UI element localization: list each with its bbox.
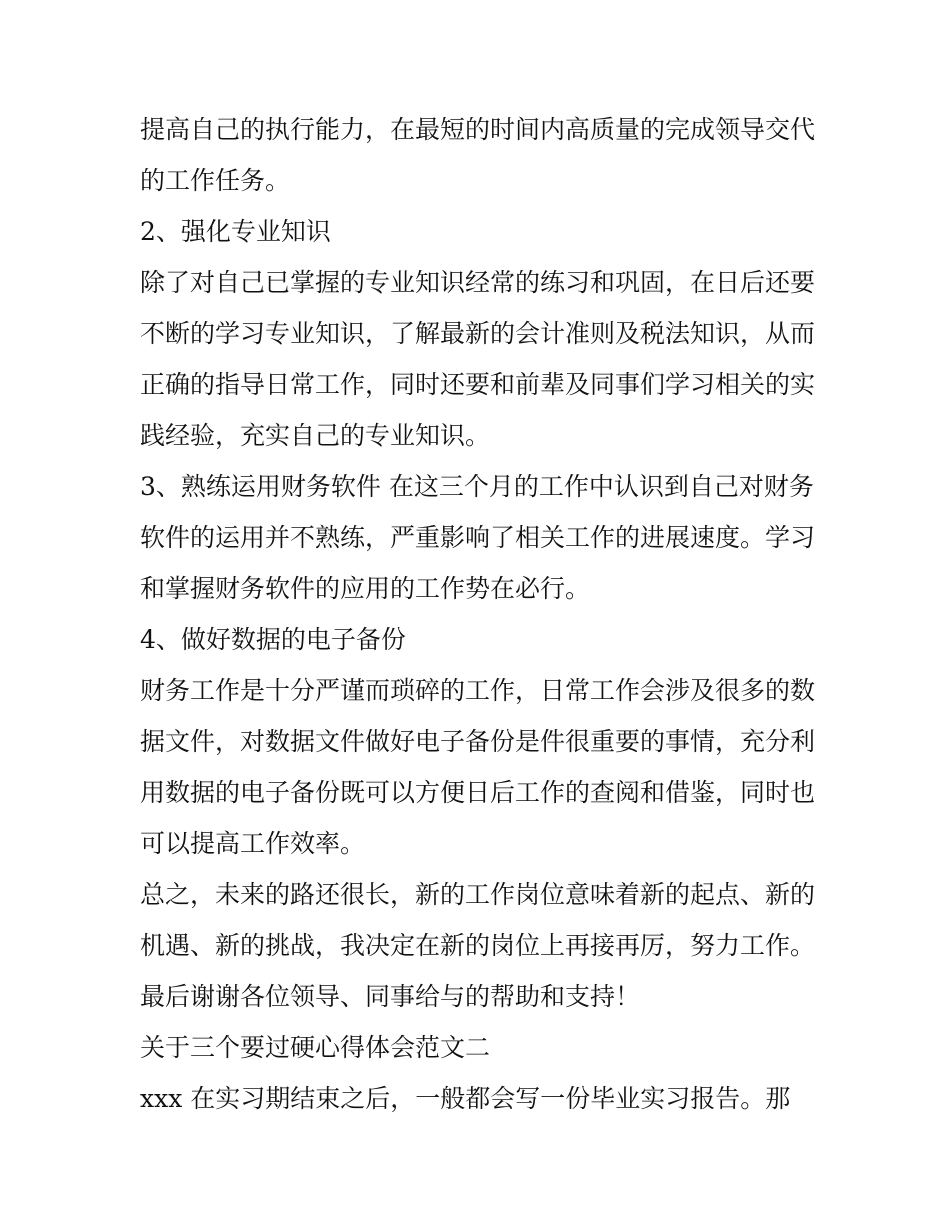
- text-line: 用数据的电子备份既可以方便日后工作的查阅和借鉴，同时也: [140, 778, 816, 807]
- text-line: 和掌握财务软件的应用的工作势在必行。: [140, 574, 591, 603]
- text-line: 可以提高工作效率。: [140, 829, 366, 858]
- text-line: 践经验，充实自己的专业知识。: [140, 421, 491, 450]
- text-line: 据文件，对数据文件做好电子备份是件很重要的事情，充分利: [140, 727, 816, 756]
- text-line: 财务工作是十分严谨而琐碎的工作，日常工作会涉及很多的数: [140, 676, 816, 705]
- text-line: 机遇、新的挑战，我决定在新的岗位上再接再厉，努力工作。: [140, 931, 816, 960]
- text-line: 正确的指导日常工作，同时还要和前辈及同事们学习相关的实: [140, 370, 816, 399]
- text-line: 除了对自己已掌握的专业知识经常的练习和巩固，在日后还要: [140, 268, 816, 297]
- section-heading: 2、强化专业知识: [140, 217, 331, 246]
- document-body: [140, 104, 820, 1124]
- text-line: 不断的学习专业知识，了解最新的会计准则及税法知识，从而: [140, 319, 816, 348]
- text-line: 软件的运用并不熟练，严重影响了相关工作的进展速度。学习: [140, 523, 816, 552]
- text-line: xxx 在实习期结束之后，一般都会写一份毕业实习报告。那: [140, 1084, 791, 1113]
- text-line: 的工作任务。: [140, 166, 291, 195]
- text-line: 最后谢谢各位领导、同事给与的帮助和支持！: [140, 982, 641, 1011]
- article-title: 关于三个要过硬心得体会范文二: [140, 1033, 491, 1062]
- text-line: 提高自己的执行能力，在最短的时间内高质量的完成领导交代: [140, 115, 816, 144]
- section-heading: 3、熟练运用财务软件 在这三个月的工作中认识到自己对财务: [140, 472, 814, 501]
- section-heading: 4、做好数据的电子备份: [140, 625, 406, 654]
- text-line: 总之，未来的路还很长，新的工作岗位意味着新的起点、新的: [140, 880, 816, 909]
